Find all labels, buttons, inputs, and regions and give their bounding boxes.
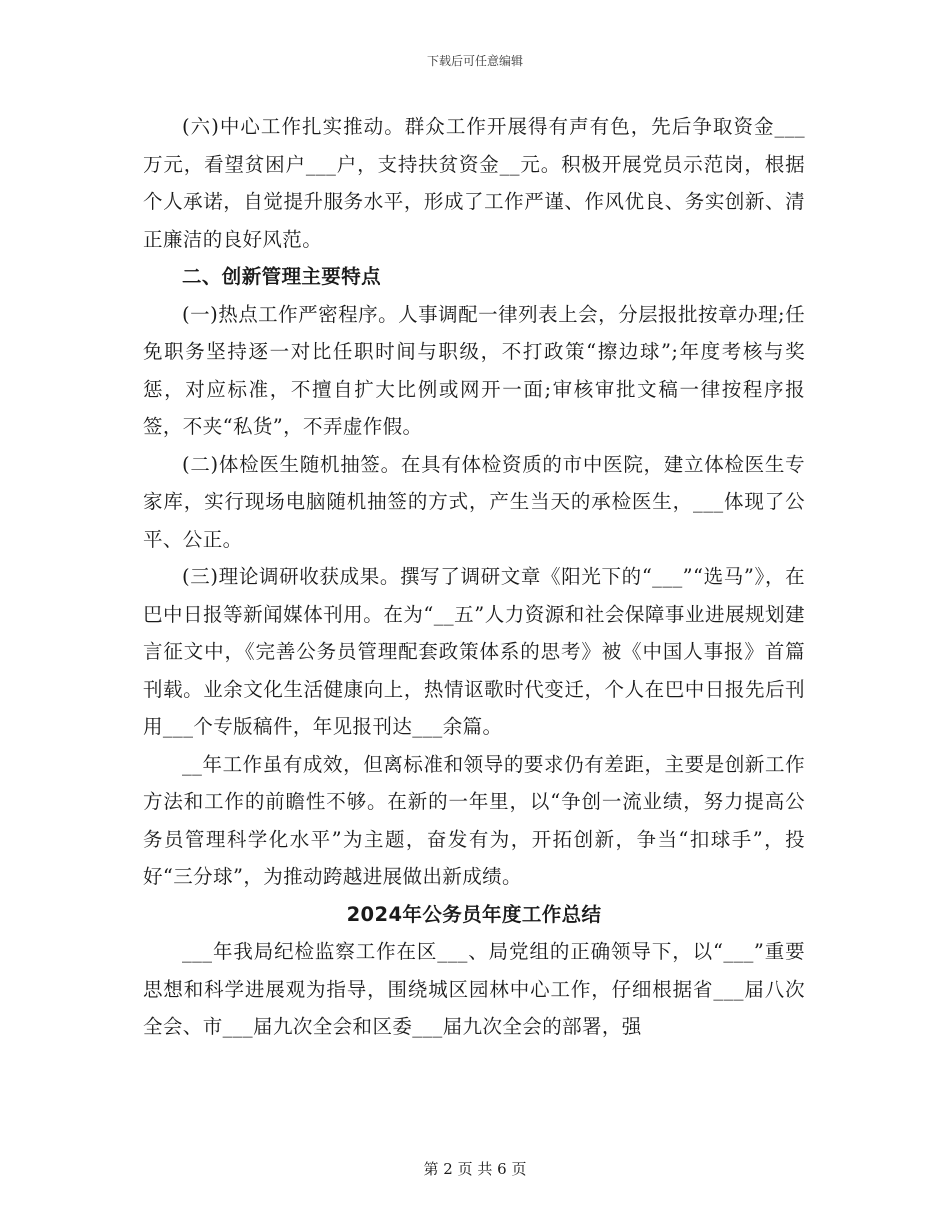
paragraph-research-results: (三)理论调研收获成果。撰写了调研文章《阳光下的“___”“选马”》，在巴中日报等新闻媒体刊用。在为“__五”人力资源和社会保障事业进展规划建言征文中，《完善公务员管理配套政策体系的思考》被《中国人事报》首篇刊载。业余文化生活健康向上，热情讴歌时代变迁，个人在巴中日报先后刊用___个专版稿件，年见报刊达___余篇。 (143, 565, 805, 738)
paragraph-summary-outlook: __年工作虽有成效，但离标准和领导的要求仍有差距，主要是创新工作方法和工作的前瞻性不够。在新的一年里，以“争创一流业绩，努力提高公务员管理科学化水平”为主题，奋发有为，开拓创新，争当“扣球手”，投好“三分球”，为推动跨越进展做出新成绩。 (143, 752, 805, 888)
section-heading-innovation: 二、创新管理主要特点 (182, 265, 382, 288)
paragraph-strict-procedure: (一)热点工作严密程序。人事调配一律列表上会，分层报批按章办理;任免职务坚持逐一对比任职时间与职级，不打政策“擦边球”;年度考核与奖惩，对应标准，不擅自扩大比例或网开一面;审核审批文稿一律按程序报签，不夹“私货”，不弄虚作假。 (143, 302, 805, 438)
page-number: 第 2 页 共 6 页 (423, 1160, 527, 1178)
document-body (143, 108, 805, 1046)
paragraph-discipline-work: ___年我局纪检监察工作在区___、局党组的正确领导下，以“___”重要思想和科学进展观为指导，围绕城区园林中心工作，仔细根据省___届八次全会、市___届九次全会和区委___届九次全会的部署，强 (143, 940, 805, 1038)
paragraph-work-progress: (六)中心工作扎实推动。群众工作开展得有声有色，先后争取资金___万元，看望贫困户___户，支持扶贫资金__元。积极开展党员示范岗，根据个人承诺，自觉提升服务水平，形成了工作严谨、作风优良、务实创新、清正廉洁的良好风范。 (143, 115, 805, 251)
document-title: 2024年公务员年度工作总结 (346, 902, 602, 926)
paragraph-random-doctor: (二)体检医生随机抽签。在具有体检资质的市中医院，建立体检医生专家库，实行现场电脑随机抽签的方式，产生当天的承检医生，___体现了公平、公正。 (143, 452, 805, 551)
header-note: 下载后可任意编辑 (426, 54, 523, 68)
